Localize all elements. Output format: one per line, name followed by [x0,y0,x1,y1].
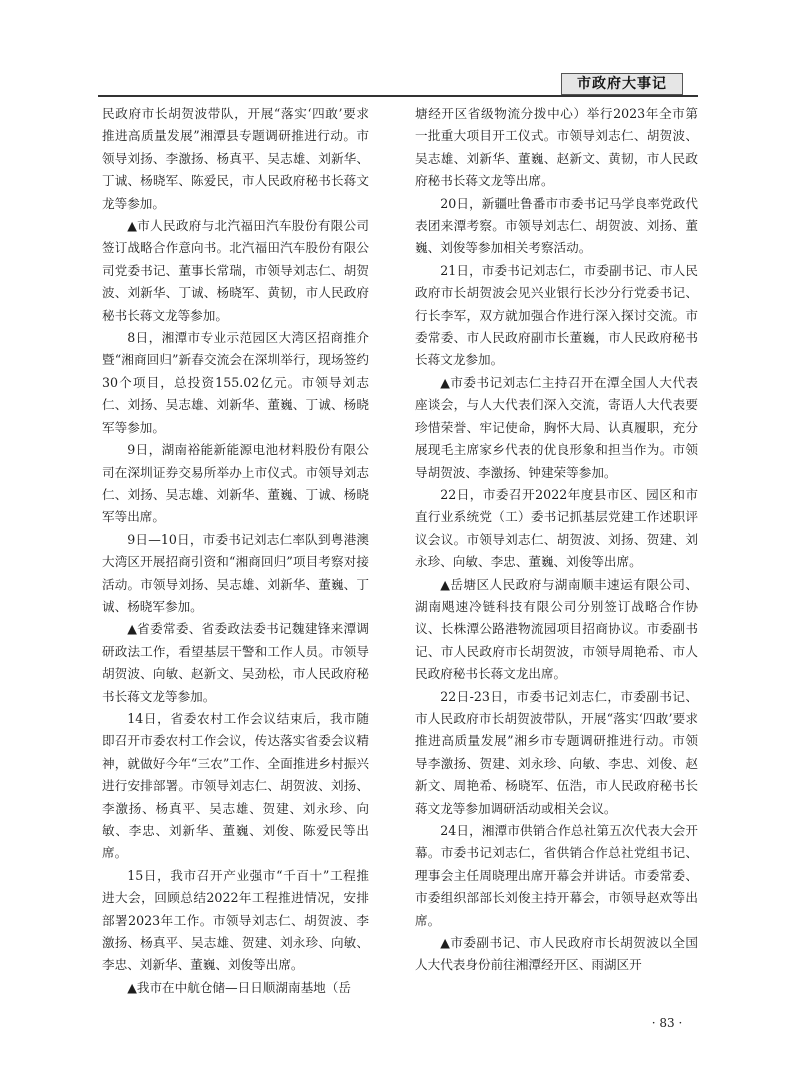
left-column [102,103,369,999]
right-paragraph: 22日-23日，市委书记刘志仁，市委副书记、市人民政府市长胡贺波带队，开展“落实‘四敢’要求 推进高质量发展”湘乡市专题调研推进行动。市领导李激扬、贺建、刘永珍、向敏、李忠、刘俊、赵新文、周艳希、杨晓军、伍浩，市人民政府秘书长蒋文龙等参加调研活动或相关会议。 [415,688,698,816]
left-paragraph: ▲市人民政府与北汽福田汽车股份有限公司签订战略合作意向书。北汽福田汽车股份有限公司党委书记、董事长常瑞，市领导刘志仁、胡贺波、刘新华、丁诚、杨晓军、黄韧，市人民政府秘书长蒋文龙等参加。 [102,218,369,323]
right-paragraph: ▲市委书记刘志仁主持召开在潭全国人大代表座谈会，与人大代表们深入交流，寄语人大代表要珍惜荣誉、牢记使命，胸怀大局、认真履职，充分展现毛主席家乡代表的优良形象和担当作为。市领导胡贺波、李激扬、钟建荣等参加。 [415,374,698,480]
right-paragraph: 24日，湘潭市供销合作总社第五次代表大会开幕。市委书记刘志仁，省供销合作总社党组书记、理事会主任周晓理出席开幕会并讲话。市委常委、市委组织部部长刘俊主持开幕会，市领导赵欢等出席。 [415,823,698,928]
right-paragraph: ▲岳塘区人民政府与湖南顺丰速运有限公司、湖南飓速冷链科技有限公司分别签订战略合作协议、长株潭公路港物流园项目招商协议。市委副书记、市人民政府市长胡贺波，市领导周艳希、市人民政府秘书长蒋文龙出席。 [415,576,698,682]
right-paragraph: 22日，市委召开2022年度县市区、园区和市直行业系统党（工）委书记抓基层党建工作述职评议会议。市领导刘志仁、胡贺波、刘扬、贺建、刘永珍、向敏、李忠、董巍、刘俊等出席。 [415,486,698,570]
section-header-label: 市政府大事记 [561,73,683,95]
left-paragraph: 14日，省委农村工作会议结束后，我市随即召开市委农村工作会议，传达落实省委会议精神，就做好今年“三农”工作、全面推进乡村振兴进行安排部署。市领导刘志仁、胡贺波、刘扬、李激扬、杨真平、吴志雄、贺建、刘永珍、向敏、李忠、刘新华、董巍、刘俊、陈爱民等出席。 [102,710,369,861]
left-paragraph: ▲省委常委、省委政法委书记魏建锋来潭调研政法工作，看望基层干警和工作人员。市领导胡贺波、向敏、赵新文、吴劲松，市人民政府秘书长蒋文龙等参加。 [102,621,369,704]
right-paragraph: 21日，市委书记刘志仁，市委副书记、市人民政府市长胡贺波会见兴业银行长沙分行党委书记、行长李军，双方就加强合作进行深入探讨交流。市委常委、市人民政府副市长董巍，市人民政府秘书长蒋文龙参加。 [415,262,698,368]
header-divider [98,95,698,97]
left-paragraph: 8日，湘潭市专业示范园区大湾区招商推介暨“湘商回归”新春交流会在深圳举行，现场签约30个项目，总投资155.02亿元。市领导刘志仁、刘扬、吴志雄、刘新华、董巍、丁诚、杨晓军等参加。 [102,330,369,435]
right-paragraph: ▲市委副书记、市人民政府市长胡贺波以全国人大代表身份前往湘潭经开区、雨湖区开 [415,935,698,973]
left-paragraph: 15日，我市召开产业强市“千百十”工程推进大会，回顾总结2022年工程推进情况，安排部署2023年工作。市领导刘志仁、胡贺波、李激扬、杨真平、吴志雄、贺建、刘永珍、向敏、李忠、刘新华、董巍、刘俊等出席。 [102,867,369,973]
left-paragraph: ▲我市在中航仓储—日日顺湖南基地（岳 [127,979,351,995]
left-paragraph: 民政府市长胡贺波带队，开展“落实‘四敢’要求 推进高质量发展”湘潭县专题调研推进行动。市领导刘扬、李激扬、杨真平、吴志雄、刘新华、丁诚、杨晓军、陈爱民，市人民政府秘书长蒋文龙等参加。 [102,106,369,211]
right-column [415,103,698,977]
right-paragraph: 塘经开区省级物流分拨中心）举行2023年全市第一批重大项目开工仪式。市领导刘志仁、胡贺波、吴志雄、刘新华、董巍、赵新文、黄韧，市人民政府秘书长蒋文龙等出席。 [415,106,698,189]
left-paragraph: 9日，湖南裕能新能源电池材料股份有限公司在深圳证券交易所举办上市仪式。市领导刘志仁、刘扬、吴志雄、刘新华、董巍、丁诚、杨晓军等出席。 [102,442,369,525]
page-number: · 83 · [651,1016,683,1030]
left-paragraph: 9日—10日，市委书记刘志仁率队到粤港澳大湾区开展招商引资和“湘商回归”项目考察对接活动。市领导刘扬、吴志雄、刘新华、董巍、丁诚、杨晓军参加。 [102,531,369,614]
right-paragraph: 20日，新疆吐鲁番市市委书记马学良率党政代表团来潭考察。市领导刘志仁、胡贺波、刘扬、董巍、刘俊等参加相关考察活动。 [415,195,698,256]
